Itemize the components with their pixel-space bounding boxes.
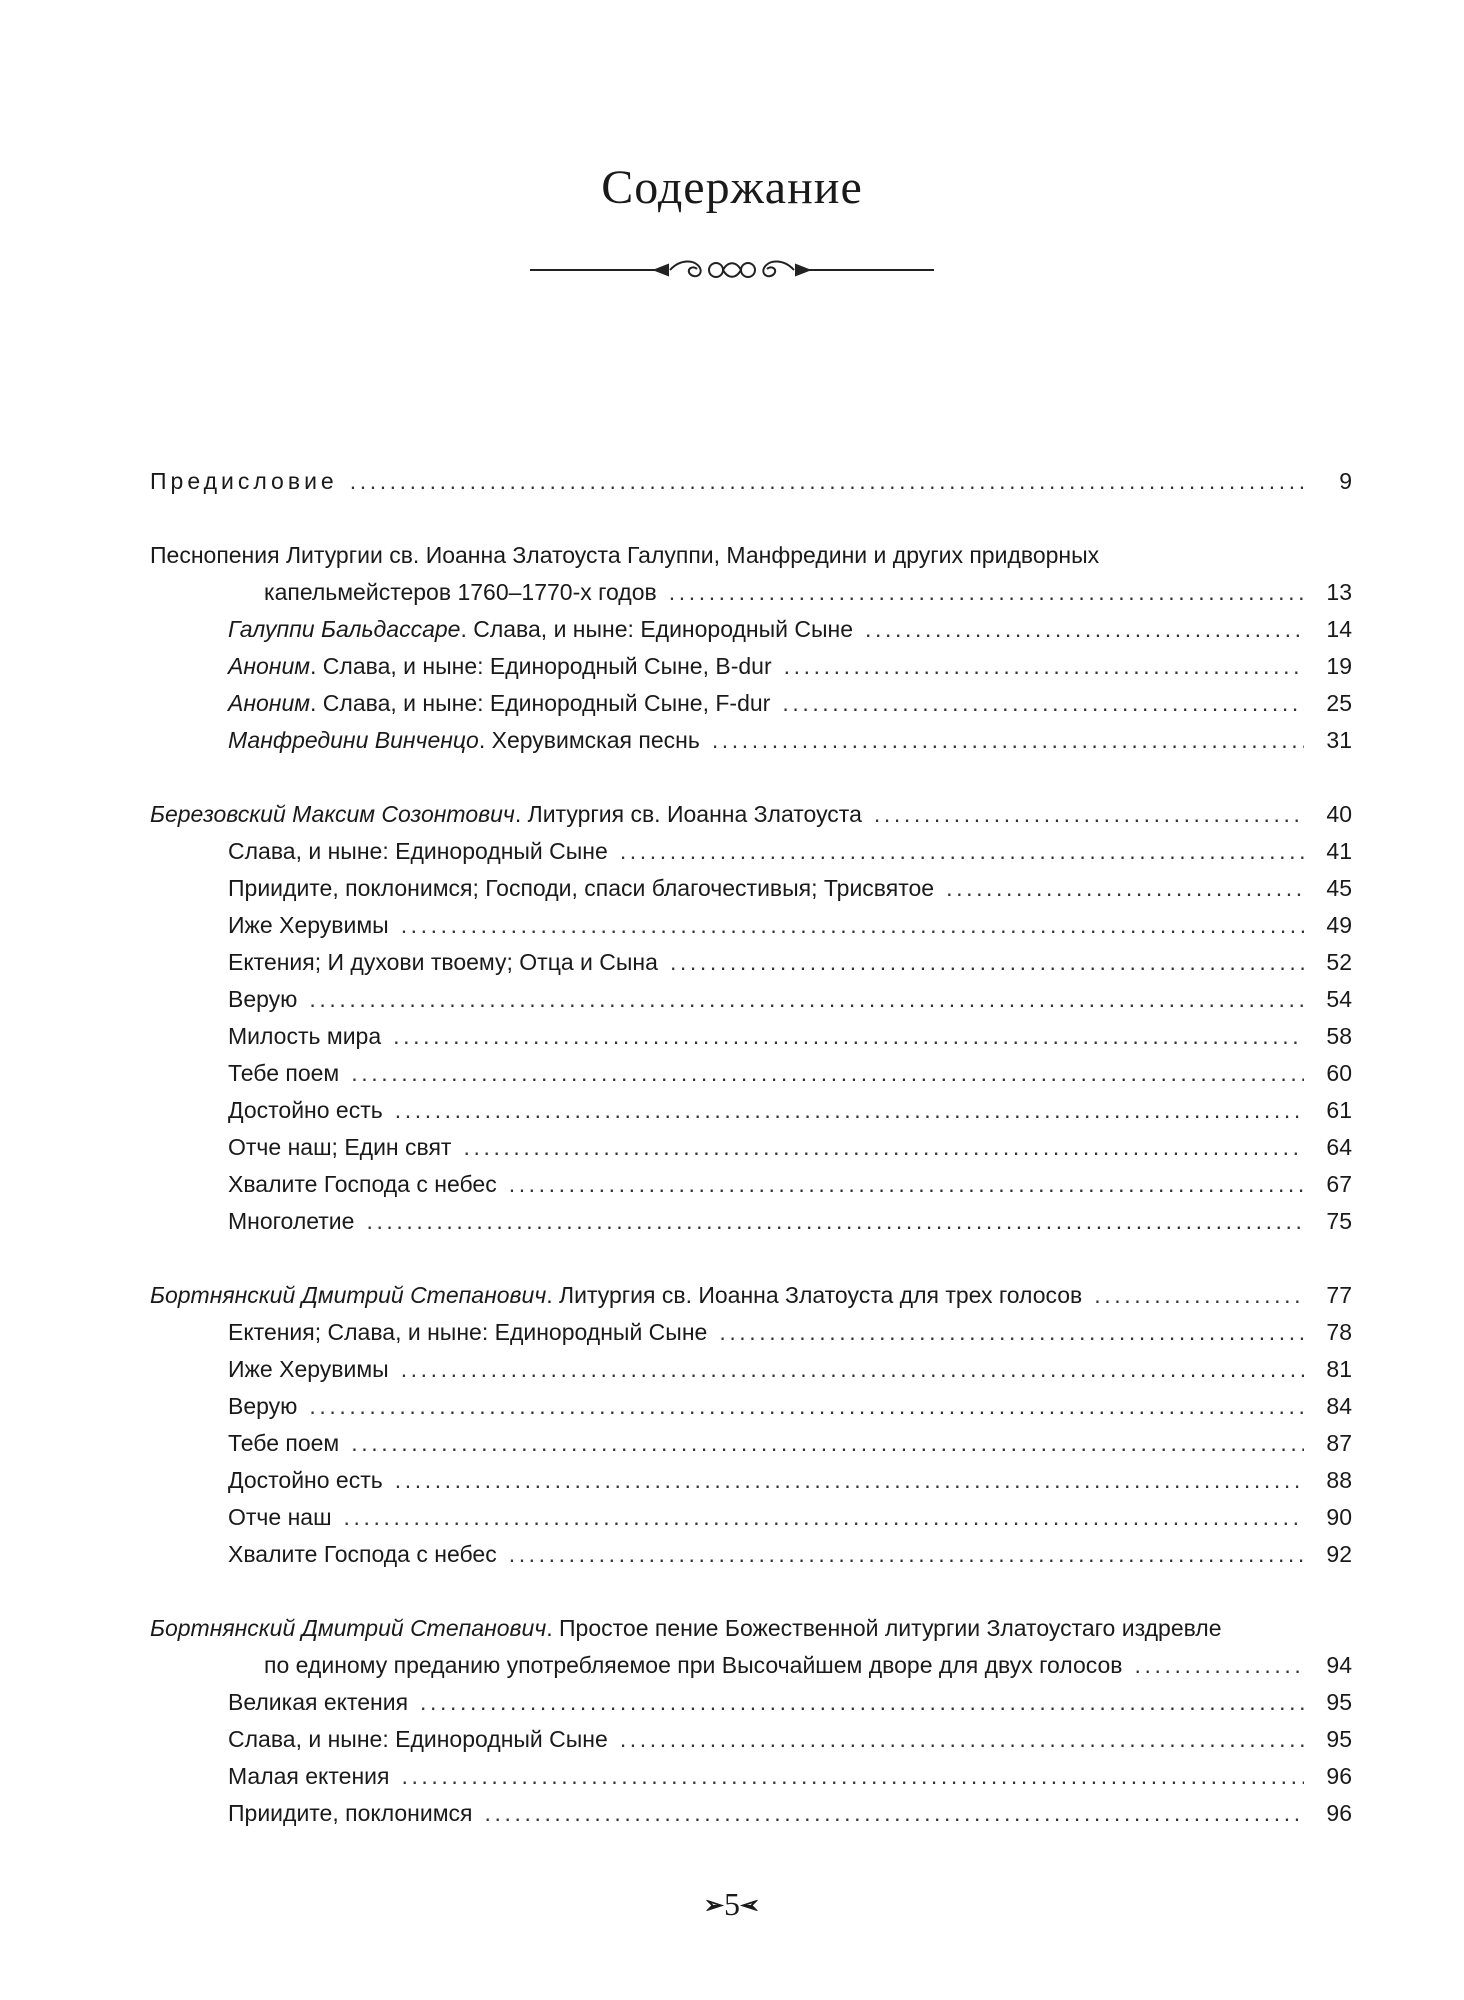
toc-page-number: 84	[1326, 1393, 1352, 1419]
toc-author: Аноним	[228, 653, 311, 679]
toc-entry[interactable]: Достойно есть ..... 61	[228, 1092, 1352, 1129]
toc-page-number: 41	[1326, 838, 1352, 864]
toc-entry-text: по единому преданию употребляемое при Высочайшем дворе для двух голосов	[264, 1652, 1123, 1678]
toc-entry[interactable]: Верую ..... 54	[228, 981, 1352, 1018]
toc-page-number: 61	[1326, 1097, 1352, 1123]
arrow-left-icon: ➢	[740, 1893, 761, 1919]
toc-entry-section-4[interactable]	[264, 1647, 1352, 1684]
toc-page-number: 78	[1326, 1319, 1352, 1345]
toc-author: Березовский Максим Созонтович	[150, 801, 515, 827]
toc-page-number: 45	[1326, 875, 1352, 901]
toc-entry-section-1[interactable]	[264, 574, 1352, 611]
toc-section-heading: Бортнянский Дмитрий Степанович. Простое пение Божественной литургии Златоустаго издревле	[150, 1615, 1222, 1641]
toc-author: Аноним	[228, 690, 311, 716]
toc-page-number: 92	[1326, 1541, 1352, 1567]
toc-section-heading: Песнопения Литургии св. Иоанна Златоуста Галуппи, Манфредини и других придворных	[150, 542, 1100, 568]
toc-page-number: 96	[1326, 1763, 1352, 1789]
toc-entry-text: капельмейстеров 1760–1770-х годов	[264, 579, 657, 605]
toc-page-number: 90	[1326, 1504, 1352, 1530]
toc-entry[interactable]: Иже Херувимы ..... 81	[228, 1351, 1352, 1388]
toc-page-number: 94	[1326, 1652, 1352, 1678]
toc-entry[interactable]: Слава, и ныне: Единородный Сыне ..... 41	[228, 833, 1352, 870]
toc-entry[interactable]: Иже Херувимы ..... 49	[228, 907, 1352, 944]
toc-author: Бортнянский Дмитрий Степанович	[150, 1615, 547, 1641]
toc-page-number: 96	[1326, 1800, 1352, 1826]
toc-page-number: 95	[1326, 1689, 1352, 1715]
toc-entry[interactable]: Тебе поем ..... 60	[228, 1055, 1352, 1092]
toc-entry[interactable]: Приидите, поклонимся; Господи, спаси благочестивыя; Трисвятое ..... 45	[228, 870, 1352, 907]
toc-entry[interactable]: Хвалите Господа с небес ..... 67	[228, 1166, 1352, 1203]
toc-entry[interactable]: Слава, и ныне: Единородный Сыне ..... 95	[228, 1721, 1352, 1758]
toc-entry-text: Предисловие	[150, 468, 338, 494]
toc-entry[interactable]: Ектения; Слава, и ныне: Единородный Сыне ..... 78	[228, 1314, 1352, 1351]
toc-author: Манфредини Винченцо	[228, 727, 479, 753]
toc-entry[interactable]: Многолетие ..... 75	[228, 1203, 1352, 1240]
toc-entry[interactable]: Ектения; И духови твоему; Отца и Сына ..... 52	[228, 944, 1352, 981]
toc-entry[interactable]: Приидите, поклонимся ..... 96	[228, 1795, 1352, 1832]
toc-page-number: 31	[1326, 727, 1352, 753]
toc-entry-section-3[interactable]: Бортнянский Дмитрий Степанович. Литургия св. Иоанна Златоуста для трех голосов ..... 77	[150, 1277, 1352, 1314]
toc-page-number: 54	[1326, 986, 1352, 1012]
toc-page-number: 13	[1326, 579, 1352, 605]
toc-entry[interactable]: Отче наш; Един свят ..... 64	[228, 1129, 1352, 1166]
toc-page-number: 77	[1326, 1282, 1352, 1308]
toc-page-number: 52	[1326, 949, 1352, 975]
toc-page-number: 14	[1326, 616, 1352, 642]
toc-entry-preface[interactable]	[150, 463, 1352, 500]
toc-page-number: 81	[1326, 1356, 1352, 1382]
toc-page-number: 25	[1326, 690, 1352, 716]
arrow-right-icon: ➢	[703, 1893, 724, 1919]
toc-page-number: 88	[1326, 1467, 1352, 1493]
toc-page-number: 40	[1326, 801, 1352, 827]
toc-entry[interactable]: Отче наш ..... 90	[228, 1499, 1352, 1536]
toc-entry[interactable]: Тебе поем ..... 87	[228, 1425, 1352, 1462]
toc-page-number: 75	[1326, 1208, 1352, 1234]
toc-page-number: 19	[1326, 653, 1352, 679]
toc-author: Галуппи Бальдассаре	[228, 616, 461, 642]
toc-entry[interactable]: Хвалите Господа с небес ..... 92	[228, 1536, 1352, 1573]
toc-page-number: 95	[1326, 1726, 1352, 1752]
toc-author: Бортнянский Дмитрий Степанович	[150, 1282, 547, 1308]
toc-entry[interactable]: Достойно есть ..... 88	[228, 1462, 1352, 1499]
toc-page-number: 64	[1326, 1134, 1352, 1160]
toc-page-number: 87	[1326, 1430, 1352, 1456]
ornament-divider	[530, 255, 934, 285]
toc-page-number: 67	[1326, 1171, 1352, 1197]
toc-page-number: 49	[1326, 912, 1352, 938]
toc-entry[interactable]: Манфредини Винченцо. Херувимская песнь ..... 31	[228, 722, 1352, 759]
toc-entry[interactable]: Аноним. Слава, и ныне: Единородный Сыне, F-dur ..... 25	[228, 685, 1352, 722]
toc-page-number: 60	[1326, 1060, 1352, 1086]
toc-page-number: 9	[1339, 468, 1352, 494]
page-title: Содержание	[601, 161, 863, 214]
toc-entry[interactable]: Аноним. Слава, и ныне: Единородный Сыне, B-dur ..... 19	[228, 648, 1352, 685]
toc-page-number: 58	[1326, 1023, 1352, 1049]
toc-entry-section-2[interactable]: Березовский Максим Созонтович. Литургия св. Иоанна Златоуста ..... 40	[150, 796, 1352, 833]
toc-entry[interactable]: Милость мира ..... 58	[228, 1018, 1352, 1055]
page-number: ➢5➢	[703, 1886, 761, 1922]
toc-entry[interactable]: Малая ектения ..... 96	[228, 1758, 1352, 1795]
toc-entry[interactable]: Верую ..... 84	[228, 1388, 1352, 1425]
toc-entry[interactable]: Галуппи Бальдассаре. Слава, и ныне: Единородный Сыне ..... 14	[228, 611, 1352, 648]
toc-entry[interactable]: Великая ектения ..... 95	[228, 1684, 1352, 1721]
